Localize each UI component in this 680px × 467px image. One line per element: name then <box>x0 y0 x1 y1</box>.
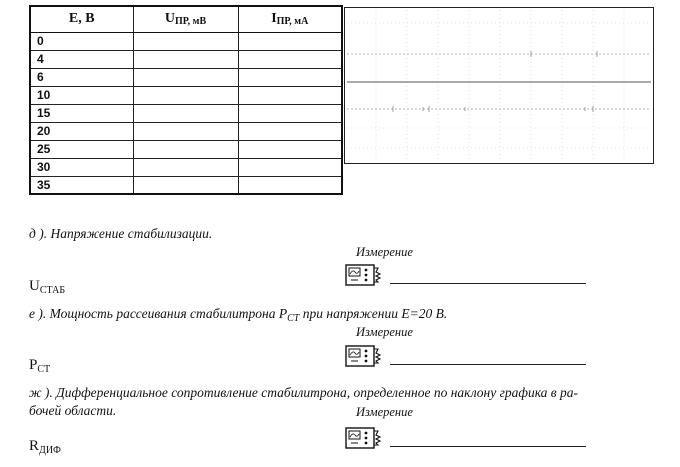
table-row <box>30 158 342 176</box>
cell-e: 10 <box>30 86 133 104</box>
cell-e: 15 <box>30 104 133 122</box>
measurement-label: Измерение <box>356 245 413 259</box>
cell-u[interactable] <box>133 176 238 194</box>
cell-u[interactable] <box>133 68 238 86</box>
multimeter-icon <box>345 345 387 367</box>
cell-i[interactable] <box>238 104 342 122</box>
cell-e: 30 <box>30 158 133 176</box>
cell-e: 20 <box>30 122 133 140</box>
cell-u[interactable] <box>133 86 238 104</box>
quantity-u-stab: $U_{СТАБ}$ <box>29 278 66 296</box>
cell-e: 35 <box>30 176 133 194</box>
cell-u[interactable] <box>133 32 238 50</box>
cell-i[interactable] <box>238 176 342 194</box>
cell-u[interactable] <box>133 140 238 158</box>
cell-i[interactable] <box>238 32 342 50</box>
cell-i[interactable] <box>238 140 342 158</box>
cell-e: 0 <box>30 32 133 50</box>
multimeter-icon <box>345 427 387 449</box>
header-u: $U_{ПР, мВ}$ <box>133 6 238 32</box>
table-row <box>30 68 342 86</box>
graph-area[interactable] <box>344 7 654 164</box>
cell-u[interactable] <box>133 122 238 140</box>
answer-line-r-dif[interactable] <box>390 446 586 447</box>
cell-u[interactable] <box>133 50 238 68</box>
measurement-label: Измерение <box>356 405 413 419</box>
measurement-table <box>29 5 343 195</box>
cell-u[interactable] <box>133 104 238 122</box>
quantity-r-dif: $R_{ДИФ}$ <box>29 438 61 456</box>
quantity-p-st: $P_{СТ}$ <box>29 357 51 375</box>
cell-i[interactable] <box>238 158 342 176</box>
table-row <box>30 122 342 140</box>
cell-i[interactable] <box>238 68 342 86</box>
measurement-label: Измерение <box>356 325 413 339</box>
table-row <box>30 104 342 122</box>
graph-grid <box>345 8 653 163</box>
cell-e: 4 <box>30 50 133 68</box>
table-row <box>30 140 342 158</box>
section-zh-line1: ж ). Дифференциальное сопротивление стабилитрона, определенное по наклону графика в ра- <box>29 385 579 400</box>
section-d-text: д ). Напряжение стабилизации. <box>29 226 213 241</box>
cell-e: 25 <box>30 140 133 158</box>
header-i: $I_{ПР, мА}$ <box>238 6 342 32</box>
table-row <box>30 32 342 50</box>
header-e: E, B <box>30 6 133 32</box>
cell-e: 6 <box>30 68 133 86</box>
answer-line-p-st[interactable] <box>390 364 586 365</box>
section-zh-line2: бочей области. <box>29 403 117 418</box>
section-e-text: е ). Мощность рассеивания стабилитрона $P_{СТ}$ при напряжении E=20 В. <box>29 306 448 324</box>
table-row <box>30 50 342 68</box>
answer-line-u-stab[interactable] <box>390 283 586 284</box>
table-row <box>30 86 342 104</box>
cell-i[interactable] <box>238 50 342 68</box>
multimeter-icon <box>345 264 387 286</box>
cell-i[interactable] <box>238 86 342 104</box>
cell-i[interactable] <box>238 122 342 140</box>
cell-u[interactable] <box>133 158 238 176</box>
table-row <box>30 176 342 194</box>
